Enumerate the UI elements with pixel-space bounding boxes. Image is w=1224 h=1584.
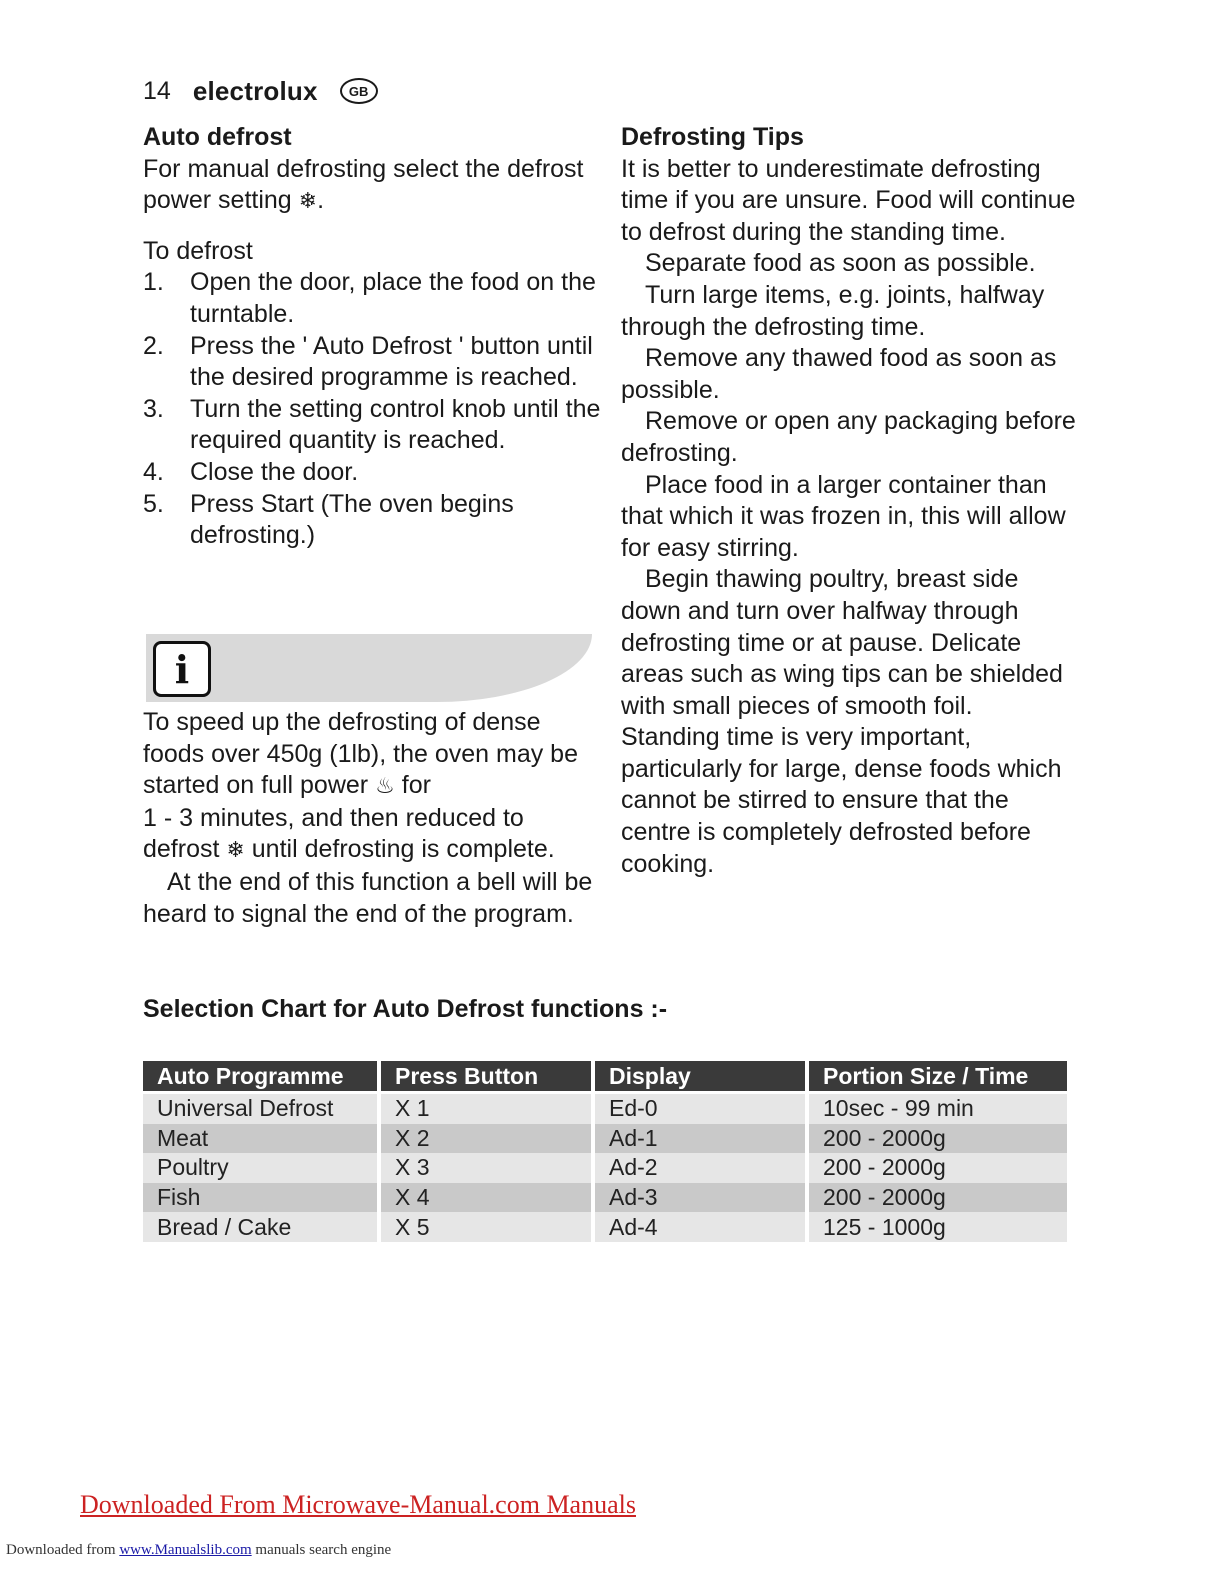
tips-title: Defrosting Tips <box>621 123 804 151</box>
selection-chart-table <box>143 1061 1067 1242</box>
list-item: 2. Press the ' Auto Defrost ' button until the desired programme is reached. <box>143 331 593 392</box>
table-row: Bread / Cake X 5 Ad-4 125 - 1000g <box>143 1212 1067 1242</box>
page-number: 14 <box>143 76 171 105</box>
selection-chart-title: Selection Chart for Auto Defrost functions :- <box>143 995 668 1023</box>
to-defrost-label: To defrost <box>143 236 253 265</box>
download-source-link[interactable]: Downloaded From Microwave-Manual.com Manuals <box>80 1490 636 1519</box>
table-row: Universal Defrost X 1 Ed-0 10sec - 99 min <box>143 1094 1067 1124</box>
table-row: Meat X 2 Ad-1 200 - 2000g <box>143 1124 1067 1154</box>
snowflake-icon: ❄ <box>298 189 318 215</box>
full-power-icon: ♨ <box>375 774 395 800</box>
list-item: 3. Turn the setting control knob until the required quantity is reached. <box>143 394 601 455</box>
info-icon: i <box>153 641 211 697</box>
column-header: Display <box>595 1061 809 1091</box>
brand-logo: electrolux <box>192 75 318 106</box>
tip-paragraph: Remove or open any packaging before defrosting. <box>621 407 1076 467</box>
list-item: 1. Open the door, place the food on the turntable. <box>143 268 596 328</box>
defrost-steps <box>143 267 603 551</box>
table-header-row <box>143 1061 1067 1091</box>
auto-defrost-intro: For manual defrosting select the defrost power setting ❄. <box>143 154 584 215</box>
tip-paragraph: Turn large items, e.g. joints, halfway through the defrosting time. <box>621 280 1045 341</box>
tip-paragraph: Separate food as soon as possible. <box>645 249 1036 278</box>
column-header: Auto Programme <box>143 1061 381 1091</box>
auto-defrost-title: Auto defrost <box>143 123 292 151</box>
info-banner <box>146 634 592 702</box>
list-item: 4. Close the door. <box>143 457 359 486</box>
tip-paragraph: Remove any thawed food as soon as possible. <box>621 344 1057 404</box>
table-row: Fish X 4 Ad-3 200 - 2000g <box>143 1183 1067 1213</box>
table-row: Poultry X 3 Ad-2 200 - 2000g <box>143 1153 1067 1183</box>
info-note: To speed up the defrosting of dense foods over 450g (1lb), the oven may be started on full power ♨ for 1 - 3 minutes, and then reduced to defrost ❄ until defrosting is complete. At the end of this function a bell will be heard to signal the end of the program. <box>143 708 593 928</box>
column-header: Press Button <box>381 1061 595 1091</box>
list-item: 5. Press Start (The oven begins defrosting.) <box>143 489 514 550</box>
manualslib-link[interactable]: www.Manualslib.com <box>119 1542 252 1558</box>
region-badge: GB <box>340 78 378 104</box>
page-header <box>143 74 378 108</box>
column-header: Portion Size / Time <box>809 1061 1067 1091</box>
defrosting-tips-section <box>621 122 1081 880</box>
tip-paragraph: It is better to underestimate defrosting time if you are unsure. Food will continue to defrost during the standing time. <box>621 154 1076 246</box>
auto-defrost-section <box>143 122 603 552</box>
tip-paragraph: Place food in a larger container than that which it was frozen in, this will allow for easy stirring. <box>621 470 1066 562</box>
tip-paragraph: Standing time is very important, particularly for large, dense foods which cannot be stirred to ensure that the centre is completely defrosted before cooking. <box>621 723 1062 878</box>
download-footer: Downloaded from www.Manualslib.com manuals search engine <box>6 1542 392 1558</box>
snowflake-icon: ❄ <box>226 838 245 864</box>
tip-paragraph: Begin thawing poultry, breast side down and turn over halfway through defrosting time or at pause. Delicate areas such as wing tips can be shielded with small pieces of smooth foil. <box>621 565 1063 720</box>
